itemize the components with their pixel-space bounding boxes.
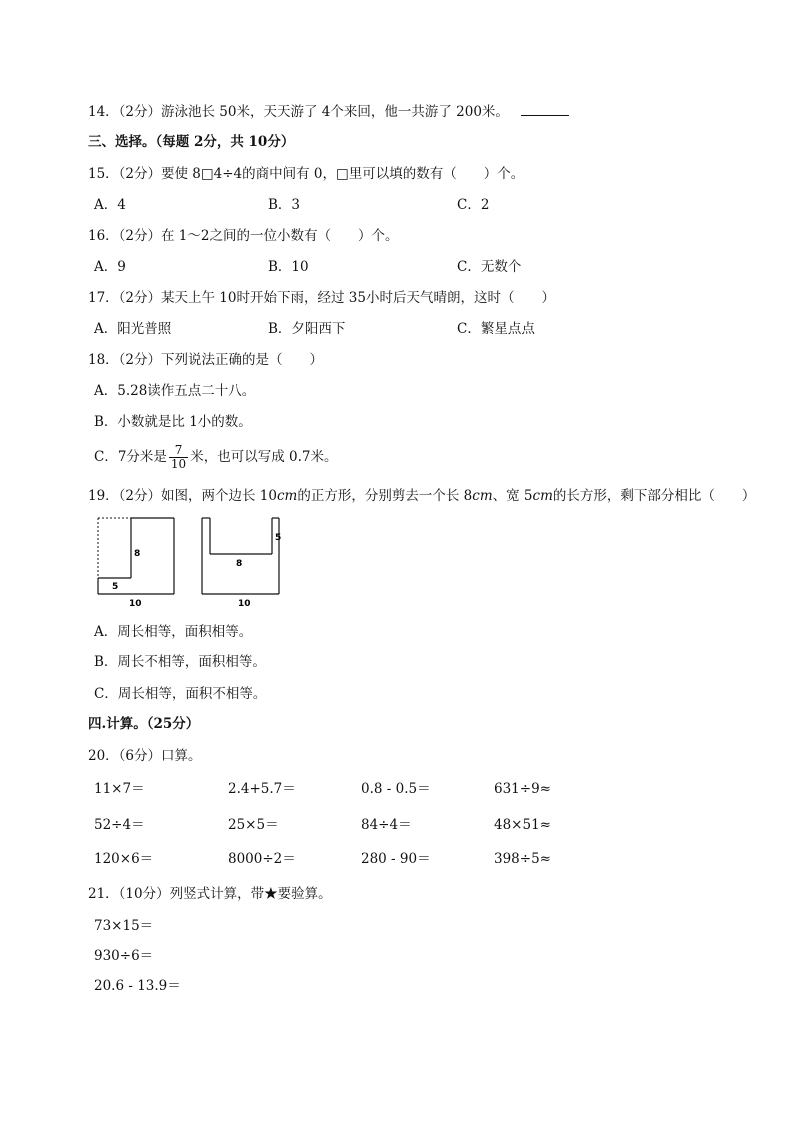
question-16-option-a: A．9 <box>94 259 126 275</box>
question-19-option-a: A．周长相等，面积相等。 <box>94 624 253 640</box>
square-figures <box>92 516 292 608</box>
question-14 <box>88 101 569 122</box>
question-14-text: 14．（2分）游泳池长 50米，天天游了 4个来回，他一共游了 200米。 <box>88 104 509 120</box>
mental-math-item: 8000÷2＝ <box>228 851 296 867</box>
fraction-denominator: 10 <box>170 457 187 471</box>
unit-cm: cm <box>472 488 493 504</box>
fig1-label-5: 5 <box>112 582 119 592</box>
vertical-calc-item: 930÷6＝ <box>94 948 154 964</box>
mental-math-item: 25×5＝ <box>228 817 279 833</box>
mental-math-item: 84÷4＝ <box>361 817 412 833</box>
answer-blank[interactable] <box>521 101 569 116</box>
fig1-label-10: 10 <box>129 599 142 608</box>
fraction <box>169 444 188 471</box>
section-3-title: 三、选择。（每题 2分，共 10分） <box>88 134 295 150</box>
question-18-option-b: B．小数就是比 1小的数。 <box>94 414 252 430</box>
question-16-stem: 16．（2分）在 1～2之间的一位小数有（ ）个。 <box>88 228 399 244</box>
mental-math-item: 398÷5≈ <box>494 851 551 867</box>
question-18-option-a: A．5.28读作五点二十八。 <box>94 383 256 399</box>
fig2-label-10: 10 <box>238 599 251 608</box>
question-17-stem: 17．（2分）某天上午 10时开始下雨，经过 35小时后天气晴朗，这时（ ） <box>88 290 555 306</box>
question-20-stem: 20．（6分）口算。 <box>88 748 202 764</box>
fig2-label-8: 8 <box>236 559 243 569</box>
question-17-option-c: C．繁星点点 <box>457 321 535 337</box>
figure-1 <box>98 518 174 608</box>
option-c-prefix: C．7分米是 <box>94 449 167 465</box>
question-18-option-c <box>94 444 337 471</box>
question-18-stem: 18．（2分）下列说法正确的是（ ） <box>88 352 324 368</box>
question-15-stem: 15．（2分）要使 8□4÷4的商中间有 0，□里可以填的数有（ ）个。 <box>88 166 525 182</box>
question-15-option-c: C．2 <box>457 197 490 213</box>
mental-math-item: 631÷9≈ <box>494 781 551 797</box>
question-17-option-a: A．阳光普照 <box>94 321 172 337</box>
unit-cm: cm <box>532 488 553 504</box>
question-17-option-b: B．夕阳西下 <box>268 321 346 337</box>
fig2-label-5: 5 <box>275 533 282 543</box>
question-16-option-c: C．无数个 <box>457 259 522 275</box>
stem-part: 19．（2分）如图，两个边长 10 <box>88 488 277 504</box>
question-21-stem: 21．（10分）列竖式计算，带★要验算。 <box>88 886 332 902</box>
mental-math-item: 48×51≈ <box>494 817 551 833</box>
vertical-calc-item: 73×15＝ <box>94 918 154 934</box>
question-19-option-c: C．周长相等，面积不相等。 <box>94 686 267 702</box>
mental-math-item: 120×6＝ <box>94 851 154 867</box>
vertical-calc-item: 20.6 - 13.9＝ <box>94 978 181 994</box>
question-15-option-a: A．4 <box>94 197 126 213</box>
question-16-option-b: B．10 <box>268 259 309 275</box>
mental-math-item: 0.8 - 0.5＝ <box>361 781 431 797</box>
fig1-label-8: 8 <box>134 549 141 559</box>
option-c-suffix: 米，也可以写成 0.7米。 <box>190 449 338 465</box>
stem-part: 的长方形，剩下部分相比（ ） <box>552 488 756 504</box>
mental-math-item: 52÷4＝ <box>94 817 145 833</box>
section-4-title: 四.计算。（25分） <box>88 716 200 732</box>
mental-math-item: 2.4+5.7＝ <box>228 781 296 797</box>
question-19-option-b: B．周长不相等，面积相等。 <box>94 654 266 670</box>
unit-cm: cm <box>277 488 298 504</box>
question-15-option-b: B．3 <box>268 197 301 213</box>
question-19-stem <box>88 486 755 506</box>
mental-math-item: 280 - 90＝ <box>361 851 431 867</box>
stem-part: 、宽 5 <box>492 488 533 504</box>
mental-math-item: 11×7＝ <box>94 781 145 797</box>
figure-2 <box>202 518 281 608</box>
stem-part: 的正方形，分别剪去一个长 8 <box>297 488 473 504</box>
fraction-numerator: 7 <box>169 444 188 458</box>
